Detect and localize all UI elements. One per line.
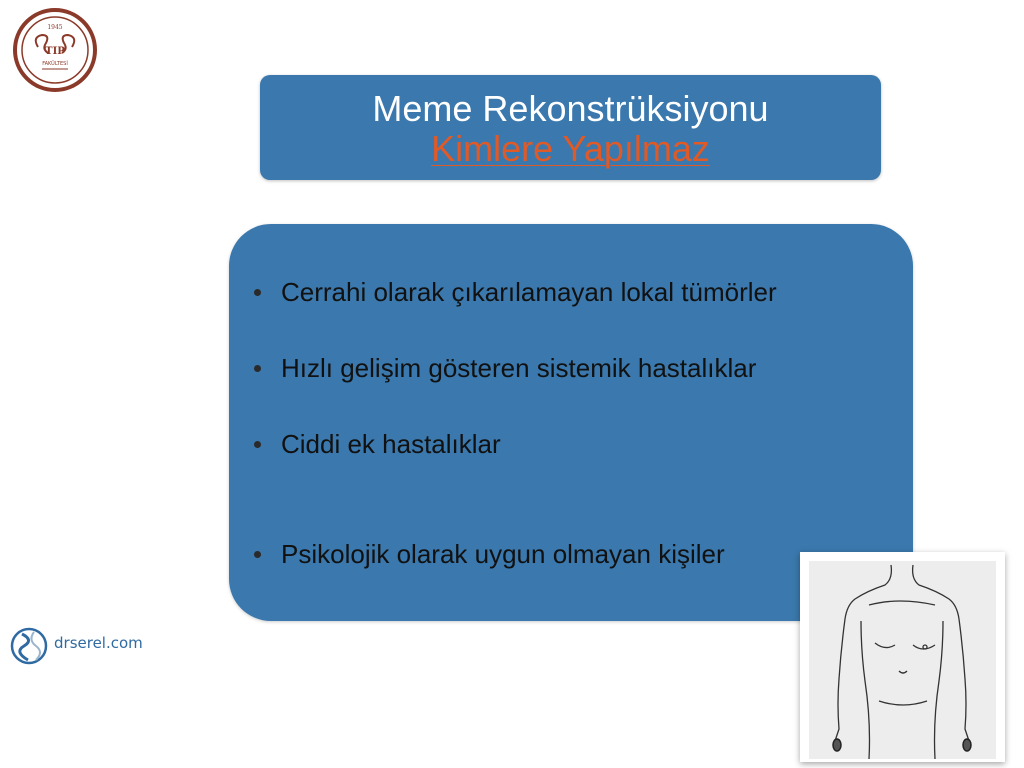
list-item-text: Cerrahi olarak çıkarılamayan lokal tümörler <box>281 277 777 307</box>
svg-text:TIP: TIP <box>45 46 65 57</box>
svg-text:FAKÜLTESİ: FAKÜLTESİ <box>42 61 68 67</box>
brand-logo <box>10 624 150 668</box>
title-banner <box>260 75 881 180</box>
brand-mark-icon <box>10 624 50 668</box>
list-item-text: Ciddi ek hastalıklar <box>281 429 501 459</box>
torso-sketch-image <box>809 561 996 759</box>
brand-text: drserel.com <box>54 634 143 652</box>
bullet-icon <box>254 365 261 372</box>
list-item-text: Hızlı gelişim gösteren sistemik hastalıklar <box>281 353 757 383</box>
page-subtitle: Kimlere Yapılmaz <box>431 128 710 169</box>
list-item <box>229 348 913 388</box>
list-item-text: Psikolojik olarak uygun olmayan kişiler <box>281 539 725 569</box>
bullet-icon <box>254 551 261 558</box>
list-item <box>229 424 913 464</box>
list-item <box>229 272 913 312</box>
svg-text:1945: 1945 <box>47 24 63 31</box>
university-seal-logo <box>12 7 98 93</box>
bullet-icon <box>254 289 261 296</box>
torso-sketch-photo <box>800 552 1005 762</box>
bullet-icon <box>254 441 261 448</box>
page-title: Meme Rekonstrüksiyonu <box>372 88 769 129</box>
